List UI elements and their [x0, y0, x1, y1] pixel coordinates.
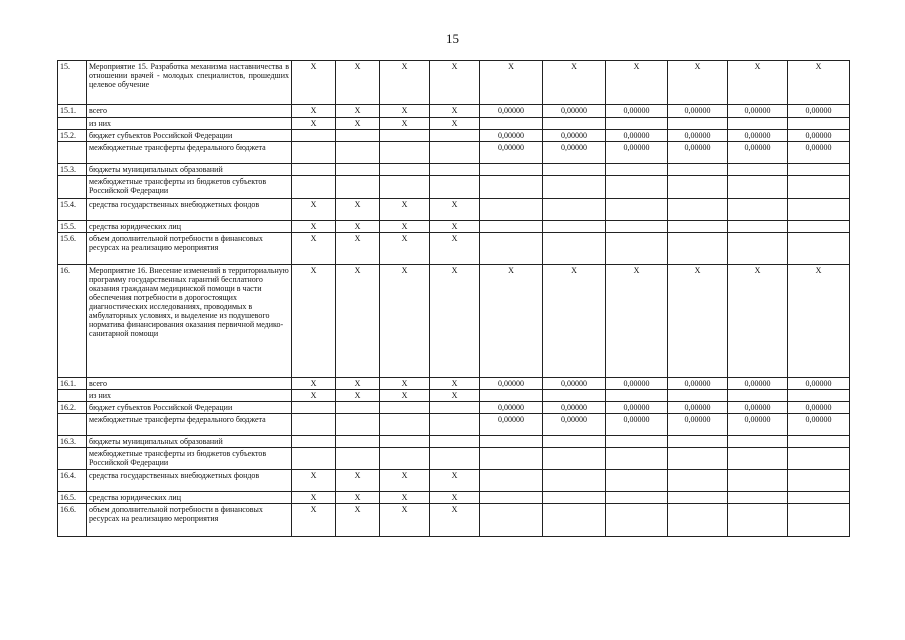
- mark-cell: Х: [430, 105, 480, 118]
- value-cell: 0,00000: [728, 402, 788, 414]
- value-cell: [480, 448, 543, 470]
- table-row: [58, 402, 850, 414]
- mark-cell: Х: [292, 470, 336, 492]
- value-cell: 0,00000: [668, 142, 728, 164]
- mark-cell: Х: [336, 199, 380, 221]
- value-cell: 0,00000: [728, 378, 788, 390]
- row-number: [58, 414, 87, 436]
- mark-cell: [380, 142, 430, 164]
- table-row: [58, 130, 850, 142]
- value-cell: 0,00000: [543, 378, 606, 390]
- value-cell: 0,00000: [543, 414, 606, 436]
- mark-cell: [336, 176, 380, 199]
- mark-cell: [292, 436, 336, 448]
- table-row: [58, 265, 850, 378]
- value-cell: [668, 448, 728, 470]
- value-cell: [543, 164, 606, 176]
- row-number: [58, 390, 87, 402]
- mark-cell: Х: [336, 390, 380, 402]
- table-row: [58, 118, 850, 130]
- row-name: межбюджетные трансферты из бюджетов субъектов Российской Федерации: [87, 176, 292, 199]
- mark-cell: [336, 142, 380, 164]
- value-cell: [606, 199, 668, 221]
- value-cell: 0,00000: [728, 142, 788, 164]
- mark-cell: [292, 164, 336, 176]
- mark-cell: [430, 164, 480, 176]
- value-cell: [480, 221, 543, 233]
- value-cell: [788, 176, 850, 199]
- mark-cell: Х: [380, 233, 430, 265]
- value-cell: 0,00000: [788, 414, 850, 436]
- table-row: [58, 504, 850, 537]
- mark-cell: [336, 164, 380, 176]
- value-cell: 0,00000: [668, 378, 728, 390]
- row-number: [58, 448, 87, 470]
- mark-cell: Х: [336, 105, 380, 118]
- value-cell: [788, 470, 850, 492]
- mark-cell: [430, 176, 480, 199]
- mark-cell: [380, 402, 430, 414]
- mark-cell: [380, 176, 430, 199]
- value-cell: Х: [668, 265, 728, 378]
- mark-cell: Х: [430, 265, 480, 378]
- row-number: 16.1.: [58, 378, 87, 390]
- value-cell: 0,00000: [668, 105, 728, 118]
- value-cell: 0,00000: [728, 105, 788, 118]
- value-cell: [543, 233, 606, 265]
- value-cell: [668, 164, 728, 176]
- table-row: [58, 470, 850, 492]
- mark-cell: Х: [380, 504, 430, 537]
- value-cell: [728, 504, 788, 537]
- row-number: 16.6.: [58, 504, 87, 537]
- value-cell: [788, 390, 850, 402]
- value-cell: [728, 176, 788, 199]
- mark-cell: [336, 414, 380, 436]
- value-cell: [668, 118, 728, 130]
- mark-cell: Х: [336, 118, 380, 130]
- mark-cell: Х: [336, 504, 380, 537]
- value-cell: [728, 118, 788, 130]
- mark-cell: [336, 130, 380, 142]
- mark-cell: Х: [380, 492, 430, 504]
- value-cell: [543, 118, 606, 130]
- mark-cell: Х: [430, 470, 480, 492]
- row-number: [58, 118, 87, 130]
- table-row: [58, 233, 850, 265]
- mark-cell: Х: [430, 378, 480, 390]
- value-cell: [480, 164, 543, 176]
- table-row: [58, 448, 850, 470]
- value-cell: 0,00000: [606, 378, 668, 390]
- value-cell: Х: [668, 61, 728, 105]
- row-name: объем дополнительной потребности в финансовых ресурсах на реализацию мероприятия: [87, 504, 292, 537]
- value-cell: 0,00000: [480, 130, 543, 142]
- row-number: [58, 176, 87, 199]
- mark-cell: [430, 436, 480, 448]
- value-cell: [543, 390, 606, 402]
- mark-cell: Х: [292, 390, 336, 402]
- row-number: 15.3.: [58, 164, 87, 176]
- value-cell: [606, 436, 668, 448]
- table-row: [58, 378, 850, 390]
- value-cell: 0,00000: [728, 130, 788, 142]
- mark-cell: Х: [380, 390, 430, 402]
- mark-cell: Х: [336, 61, 380, 105]
- value-cell: 0,00000: [788, 402, 850, 414]
- value-cell: 0,00000: [480, 105, 543, 118]
- value-cell: 0,00000: [788, 142, 850, 164]
- row-number: 15.2.: [58, 130, 87, 142]
- table-row: [58, 164, 850, 176]
- mark-cell: Х: [430, 199, 480, 221]
- row-name: бюджеты муниципальных образований: [87, 436, 292, 448]
- row-name: объем дополнительной потребности в финансовых ресурсах на реализацию мероприятия: [87, 233, 292, 265]
- mark-cell: Х: [336, 233, 380, 265]
- value-cell: [668, 233, 728, 265]
- value-cell: 0,00000: [668, 414, 728, 436]
- row-name: бюджет субъектов Российской Федерации: [87, 130, 292, 142]
- mark-cell: Х: [336, 470, 380, 492]
- value-cell: 0,00000: [668, 130, 728, 142]
- value-cell: 0,00000: [543, 105, 606, 118]
- value-cell: [606, 448, 668, 470]
- value-cell: [728, 448, 788, 470]
- value-cell: [788, 436, 850, 448]
- mark-cell: Х: [380, 221, 430, 233]
- mark-cell: Х: [430, 390, 480, 402]
- table-row: [58, 436, 850, 448]
- mark-cell: Х: [292, 504, 336, 537]
- mark-cell: Х: [430, 118, 480, 130]
- value-cell: Х: [480, 61, 543, 105]
- value-cell: 0,00000: [543, 402, 606, 414]
- value-cell: 0,00000: [480, 378, 543, 390]
- value-cell: 0,00000: [480, 402, 543, 414]
- value-cell: [668, 470, 728, 492]
- value-cell: 0,00000: [543, 130, 606, 142]
- row-name: средства государственных внебюджетных фондов: [87, 199, 292, 221]
- row-number: 16.: [58, 265, 87, 378]
- value-cell: Х: [788, 265, 850, 378]
- value-cell: [543, 176, 606, 199]
- row-name: межбюджетные трансферты из бюджетов субъектов Российской Федерации: [87, 448, 292, 470]
- value-cell: [668, 390, 728, 402]
- mark-cell: [430, 402, 480, 414]
- row-number: 15.1.: [58, 105, 87, 118]
- mark-cell: Х: [430, 504, 480, 537]
- row-name: средства юридических лиц: [87, 492, 292, 504]
- row-number: 15.: [58, 61, 87, 105]
- value-cell: 0,00000: [788, 378, 850, 390]
- row-number: 16.2.: [58, 402, 87, 414]
- value-cell: [606, 492, 668, 504]
- mark-cell: [430, 448, 480, 470]
- mark-cell: Х: [292, 61, 336, 105]
- table-row: [58, 176, 850, 199]
- value-cell: Х: [728, 265, 788, 378]
- value-cell: [728, 436, 788, 448]
- mark-cell: [292, 176, 336, 199]
- mark-cell: Х: [292, 492, 336, 504]
- mark-cell: [336, 402, 380, 414]
- value-cell: [543, 470, 606, 492]
- mark-cell: Х: [336, 378, 380, 390]
- value-cell: [788, 164, 850, 176]
- value-cell: [606, 233, 668, 265]
- value-cell: 0,00000: [606, 130, 668, 142]
- mark-cell: Х: [380, 199, 430, 221]
- row-number: [58, 142, 87, 164]
- value-cell: [788, 233, 850, 265]
- value-cell: [480, 492, 543, 504]
- mark-cell: [336, 436, 380, 448]
- value-cell: [480, 199, 543, 221]
- row-name: бюджет субъектов Российской Федерации: [87, 402, 292, 414]
- value-cell: [668, 436, 728, 448]
- table-row: [58, 142, 850, 164]
- row-name: Мероприятие 15. Разработка механизма наставничества в отношении врачей - молодых специалистов, прошедших целевое обучение: [87, 61, 292, 105]
- value-cell: [606, 504, 668, 537]
- table-row: [58, 492, 850, 504]
- table-row: [58, 61, 850, 105]
- page-number: 15: [446, 31, 459, 46]
- value-cell: 0,00000: [543, 142, 606, 164]
- value-cell: Х: [606, 61, 668, 105]
- value-cell: [788, 448, 850, 470]
- value-cell: [668, 221, 728, 233]
- value-cell: [480, 504, 543, 537]
- value-cell: [788, 492, 850, 504]
- mark-cell: [380, 436, 430, 448]
- value-cell: 0,00000: [606, 105, 668, 118]
- mark-cell: Х: [430, 233, 480, 265]
- mark-cell: Х: [430, 221, 480, 233]
- value-cell: 0,00000: [480, 142, 543, 164]
- budget-table: [57, 60, 850, 537]
- value-cell: 0,00000: [606, 142, 668, 164]
- mark-cell: Х: [430, 61, 480, 105]
- mark-cell: Х: [380, 105, 430, 118]
- mark-cell: Х: [292, 265, 336, 378]
- mark-cell: [336, 448, 380, 470]
- mark-cell: [430, 130, 480, 142]
- value-cell: 0,00000: [606, 414, 668, 436]
- mark-cell: Х: [430, 492, 480, 504]
- value-cell: [480, 436, 543, 448]
- value-cell: [543, 436, 606, 448]
- value-cell: [543, 448, 606, 470]
- value-cell: 0,00000: [668, 402, 728, 414]
- mark-cell: [380, 448, 430, 470]
- row-number: 16.3.: [58, 436, 87, 448]
- table-row: [58, 221, 850, 233]
- mark-cell: Х: [292, 118, 336, 130]
- value-cell: 0,00000: [788, 105, 850, 118]
- mark-cell: Х: [336, 492, 380, 504]
- value-cell: [728, 233, 788, 265]
- value-cell: [606, 470, 668, 492]
- value-cell: [728, 492, 788, 504]
- row-name: всего: [87, 378, 292, 390]
- mark-cell: [380, 130, 430, 142]
- value-cell: 0,00000: [728, 414, 788, 436]
- value-cell: [668, 176, 728, 199]
- value-cell: Х: [543, 265, 606, 378]
- value-cell: [668, 504, 728, 537]
- value-cell: [606, 118, 668, 130]
- row-number: 15.4.: [58, 199, 87, 221]
- mark-cell: Х: [380, 265, 430, 378]
- mark-cell: Х: [292, 233, 336, 265]
- mark-cell: [292, 130, 336, 142]
- value-cell: [788, 118, 850, 130]
- value-cell: [543, 504, 606, 537]
- row-name: Мероприятие 16. Внесение изменений в территориальную программу государственных гарантий бесплатного оказания гражданам медицинской помощи в части обеспечения потребности в дорогостоящих диагностических исследованиях, проводимых в амбулаторных условиях, и выделение из подушевого норматива финансирования оказания первичной медико-санитарной помощи: [87, 265, 292, 378]
- value-cell: [480, 176, 543, 199]
- row-name: из них: [87, 390, 292, 402]
- value-cell: [606, 176, 668, 199]
- value-cell: [480, 233, 543, 265]
- row-number: 16.5.: [58, 492, 87, 504]
- mark-cell: Х: [292, 199, 336, 221]
- value-cell: [606, 164, 668, 176]
- mark-cell: [292, 402, 336, 414]
- mark-cell: Х: [380, 118, 430, 130]
- mark-cell: Х: [292, 105, 336, 118]
- mark-cell: Х: [380, 378, 430, 390]
- value-cell: [480, 118, 543, 130]
- row-name: из них: [87, 118, 292, 130]
- value-cell: 0,00000: [788, 130, 850, 142]
- mark-cell: [430, 414, 480, 436]
- row-number: 15.6.: [58, 233, 87, 265]
- value-cell: Х: [543, 61, 606, 105]
- mark-cell: [380, 164, 430, 176]
- mark-cell: [380, 414, 430, 436]
- value-cell: 0,00000: [480, 414, 543, 436]
- value-cell: [668, 199, 728, 221]
- value-cell: Х: [606, 265, 668, 378]
- table-row: [58, 414, 850, 436]
- value-cell: [788, 199, 850, 221]
- mark-cell: Х: [336, 265, 380, 378]
- value-cell: [728, 390, 788, 402]
- row-name: бюджеты муниципальных образований: [87, 164, 292, 176]
- value-cell: 0,00000: [606, 402, 668, 414]
- value-cell: [480, 470, 543, 492]
- value-cell: Х: [480, 265, 543, 378]
- row-name: средства юридических лиц: [87, 221, 292, 233]
- value-cell: [788, 221, 850, 233]
- value-cell: [728, 470, 788, 492]
- mark-cell: Х: [292, 221, 336, 233]
- mark-cell: [292, 142, 336, 164]
- value-cell: Х: [728, 61, 788, 105]
- row-name: всего: [87, 105, 292, 118]
- table-row: [58, 390, 850, 402]
- mark-cell: [292, 448, 336, 470]
- mark-cell: Х: [292, 378, 336, 390]
- row-number: 15.5.: [58, 221, 87, 233]
- value-cell: [788, 504, 850, 537]
- mark-cell: Х: [380, 61, 430, 105]
- value-cell: [480, 390, 543, 402]
- value-cell: [728, 199, 788, 221]
- mark-cell: Х: [380, 470, 430, 492]
- mark-cell: [292, 414, 336, 436]
- row-name: межбюджетные трансферты федерального бюджета: [87, 414, 292, 436]
- table-row: [58, 199, 850, 221]
- value-cell: [543, 199, 606, 221]
- value-cell: [728, 221, 788, 233]
- value-cell: [606, 390, 668, 402]
- row-name: средства государственных внебюджетных фондов: [87, 470, 292, 492]
- mark-cell: [430, 142, 480, 164]
- value-cell: [543, 221, 606, 233]
- value-cell: [728, 164, 788, 176]
- value-cell: [543, 492, 606, 504]
- value-cell: [606, 221, 668, 233]
- value-cell: [668, 492, 728, 504]
- table-row: [58, 105, 850, 118]
- row-name: межбюджетные трансферты федерального бюджета: [87, 142, 292, 164]
- value-cell: Х: [788, 61, 850, 105]
- mark-cell: Х: [336, 221, 380, 233]
- row-number: 16.4.: [58, 470, 87, 492]
